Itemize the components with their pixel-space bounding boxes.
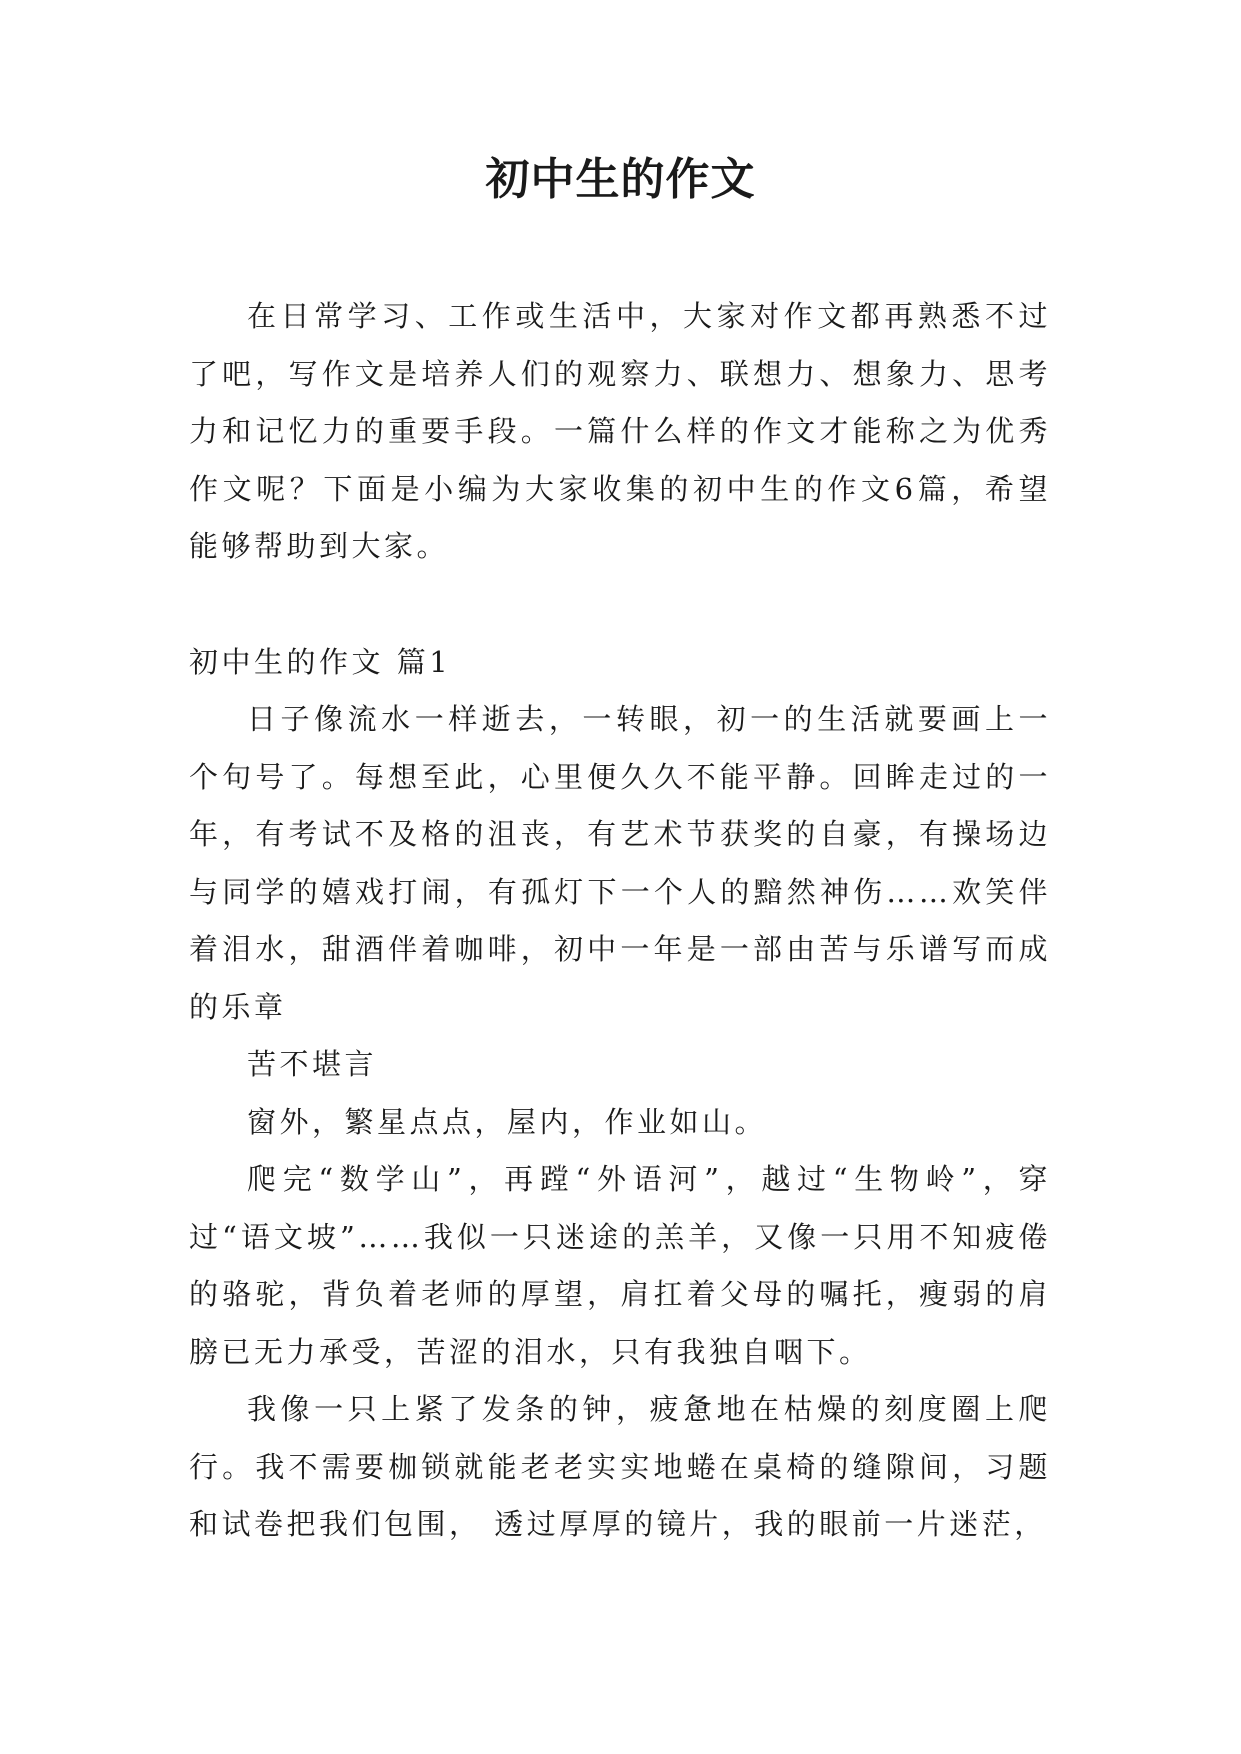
section-heading: 初中生的作文 篇1 bbox=[189, 644, 452, 679]
document-body bbox=[189, 288, 1051, 1554]
body-paragraph: 日子像流水一样逝去，一转眼，初一的生活就要画上一个句号了。每想至此，心里便久久不能平静。回眸走过的一年，有考试不及格的沮丧，有艺术节获奖的自豪，有操场边与同学的嬉戏打闹，有孤灯下一个人的黯然神伤……欢笑伴着泪水，甜酒伴着咖啡，初中一年是一部由苦与乐谱写而成的乐章 bbox=[189, 702, 1051, 1024]
intro-paragraph: 在日常学习、工作或生活中，大家对作文都再熟悉不过了吧，写作文是培养人们的观察力、联想力、想象力、思考力和记忆力的重要手段。一篇什么样的作文才能称之为优秀作文呢？下面是小编为大家收集的初中生的作文6篇，希望能够帮助到大家。 bbox=[189, 299, 1051, 563]
document-title: 初中生的作文 bbox=[485, 154, 756, 205]
body-paragraph: 我像一只上紧了发条的钟，疲惫地在枯燥的刻度圈上爬行。我不需要枷锁就能老老实实地蜷在桌椅的缝隙间，习题和试卷把我们包围， 透过厚厚的镜片，我的眼前一片迷茫， bbox=[189, 1392, 1051, 1541]
body-paragraph: 爬完“数学山”，再蹚“外语河”，越过“生物岭”，穿过“语文坡”……我似一只迷途的羔羊，又像一只用不知疲倦的骆驼，背负着老师的厚望，肩扛着父母的嘱托，瘦弱的肩膀已无力承受，苦涩的泪水，只有我独自咽下。 bbox=[189, 1162, 1051, 1369]
body-paragraph-subheading: 苦不堪言 bbox=[247, 1047, 378, 1081]
body-paragraph: 窗外，繁星点点，屋内，作业如山。 bbox=[247, 1104, 768, 1139]
